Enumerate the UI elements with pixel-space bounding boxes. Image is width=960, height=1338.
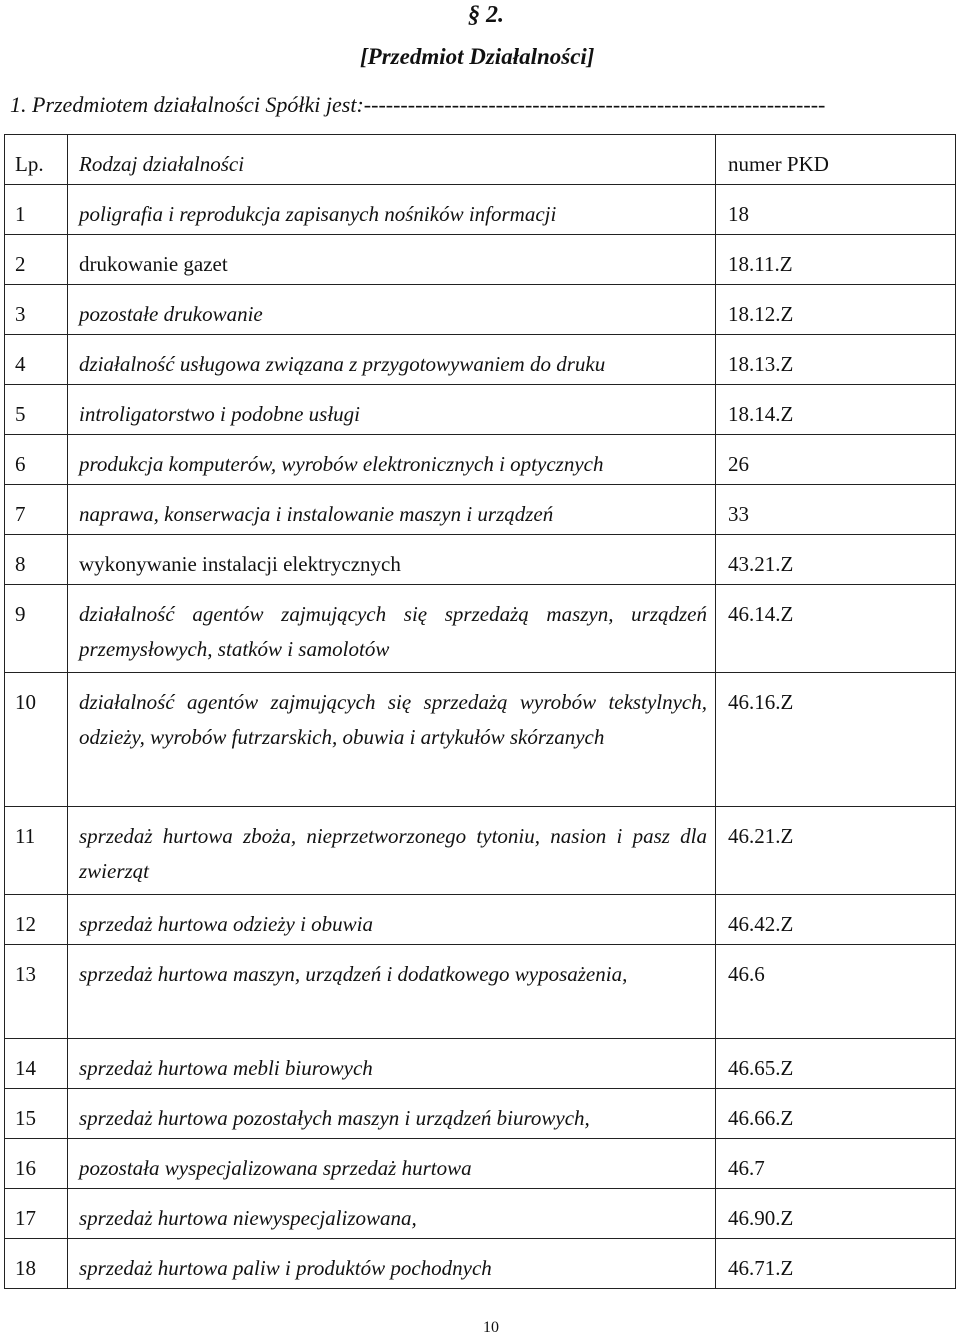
table-row bbox=[5, 1239, 956, 1289]
row-activity: działalność usługowa związana z przygotowywaniem do druku bbox=[68, 335, 716, 385]
row-pkd-code: 18.11.Z bbox=[716, 235, 956, 285]
header-lp: Lp. bbox=[5, 135, 68, 185]
header-pkd: numer PKD bbox=[716, 135, 956, 185]
row-number: 5 bbox=[5, 385, 68, 435]
row-number: 4 bbox=[5, 335, 68, 385]
table-header-row bbox=[5, 135, 956, 185]
row-activity: introligatorstwo i podobne usługi bbox=[68, 385, 716, 435]
row-activity: poligrafia i reprodukcja zapisanych nośników informacji bbox=[68, 185, 716, 235]
row-pkd-code: 46.65.Z bbox=[716, 1039, 956, 1089]
row-pkd-code: 46.6 bbox=[716, 945, 956, 1039]
row-activity: sprzedaż hurtowa zboża, nieprzetworzonego tytoniu, nasion i pasz dla zwierząt bbox=[68, 807, 716, 895]
row-number: 10 bbox=[5, 673, 68, 807]
intro-paragraph: 1. Przedmiotem działalności Spółki jest:--------------------------------------------------------------- bbox=[10, 92, 826, 117]
row-activity: sprzedaż hurtowa maszyn, urządzeń i dodatkowego wyposażenia, bbox=[68, 945, 716, 1039]
table-row bbox=[5, 1039, 956, 1089]
row-number: 13 bbox=[5, 945, 68, 1039]
table-row bbox=[5, 185, 956, 235]
pkd-activity-table bbox=[4, 134, 956, 1289]
section-title: [Przedmiot Działalności] bbox=[360, 44, 595, 69]
row-number: 3 bbox=[5, 285, 68, 335]
table-row bbox=[5, 235, 956, 285]
table-row bbox=[5, 535, 956, 585]
row-pkd-code: 46.21.Z bbox=[716, 807, 956, 895]
row-activity: naprawa, konserwacja i instalowanie maszyn i urządzeń bbox=[68, 485, 716, 535]
row-pkd-code: 46.14.Z bbox=[716, 585, 956, 673]
row-activity: działalność agentów zajmujących się sprzedażą maszyn, urządzeń przemysłowych, statków i samolotów bbox=[68, 585, 716, 673]
table-row bbox=[5, 435, 956, 485]
section-number: § 2. bbox=[468, 2, 504, 28]
table-row bbox=[5, 385, 956, 435]
row-activity: drukowanie gazet bbox=[68, 235, 716, 285]
header-activity: Rodzaj działalności bbox=[68, 135, 716, 185]
table-row bbox=[5, 895, 956, 945]
row-pkd-code: 18.12.Z bbox=[716, 285, 956, 335]
row-activity: sprzedaż hurtowa mebli biurowych bbox=[68, 1039, 716, 1089]
row-number: 12 bbox=[5, 895, 68, 945]
row-number: 9 bbox=[5, 585, 68, 673]
table-row bbox=[5, 1139, 956, 1189]
row-activity: sprzedaż hurtowa paliw i produktów pochodnych bbox=[68, 1239, 716, 1289]
row-pkd-code: 18 bbox=[716, 185, 956, 235]
row-activity: produkcja komputerów, wyrobów elektronicznych i optycznych bbox=[68, 435, 716, 485]
table-row bbox=[5, 485, 956, 535]
row-pkd-code: 43.21.Z bbox=[716, 535, 956, 585]
row-pkd-code: 18.13.Z bbox=[716, 335, 956, 385]
table-row bbox=[5, 285, 956, 335]
row-pkd-code: 33 bbox=[716, 485, 956, 535]
row-activity: pozostała wyspecjalizowana sprzedaż hurtowa bbox=[68, 1139, 716, 1189]
row-pkd-code: 46.90.Z bbox=[716, 1189, 956, 1239]
row-number: 6 bbox=[5, 435, 68, 485]
row-number: 11 bbox=[5, 807, 68, 895]
row-pkd-code: 18.14.Z bbox=[716, 385, 956, 435]
row-activity: wykonywanie instalacji elektrycznych bbox=[68, 535, 716, 585]
row-pkd-code: 46.16.Z bbox=[716, 673, 956, 807]
row-number: 15 bbox=[5, 1089, 68, 1139]
row-number: 16 bbox=[5, 1139, 68, 1189]
table-row bbox=[5, 673, 956, 807]
row-pkd-code: 46.42.Z bbox=[716, 895, 956, 945]
table-row bbox=[5, 585, 956, 673]
row-number: 17 bbox=[5, 1189, 68, 1239]
table-row bbox=[5, 807, 956, 895]
table-row bbox=[5, 1189, 956, 1239]
row-number: 7 bbox=[5, 485, 68, 535]
page-number: 10 bbox=[483, 1319, 499, 1336]
row-pkd-code: 26 bbox=[716, 435, 956, 485]
row-activity: sprzedaż hurtowa pozostałych maszyn i urządzeń biurowych, bbox=[68, 1089, 716, 1139]
table-row bbox=[5, 335, 956, 385]
row-number: 18 bbox=[5, 1239, 68, 1289]
row-number: 1 bbox=[5, 185, 68, 235]
row-number: 2 bbox=[5, 235, 68, 285]
row-pkd-code: 46.71.Z bbox=[716, 1239, 956, 1289]
table-row bbox=[5, 1089, 956, 1139]
table-row bbox=[5, 945, 956, 1039]
row-number: 8 bbox=[5, 535, 68, 585]
row-activity: działalność agentów zajmujących się sprzedażą wyrobów tekstylnych, odzieży, wyrobów futrzarskich, obuwia i artykułów skórzanych bbox=[68, 673, 716, 807]
row-number: 14 bbox=[5, 1039, 68, 1089]
row-activity: sprzedaż hurtowa odzieży i obuwia bbox=[68, 895, 716, 945]
row-activity: sprzedaż hurtowa niewyspecjalizowana, bbox=[68, 1189, 716, 1239]
row-activity: pozostałe drukowanie bbox=[68, 285, 716, 335]
row-pkd-code: 46.7 bbox=[716, 1139, 956, 1189]
row-pkd-code: 46.66.Z bbox=[716, 1089, 956, 1139]
